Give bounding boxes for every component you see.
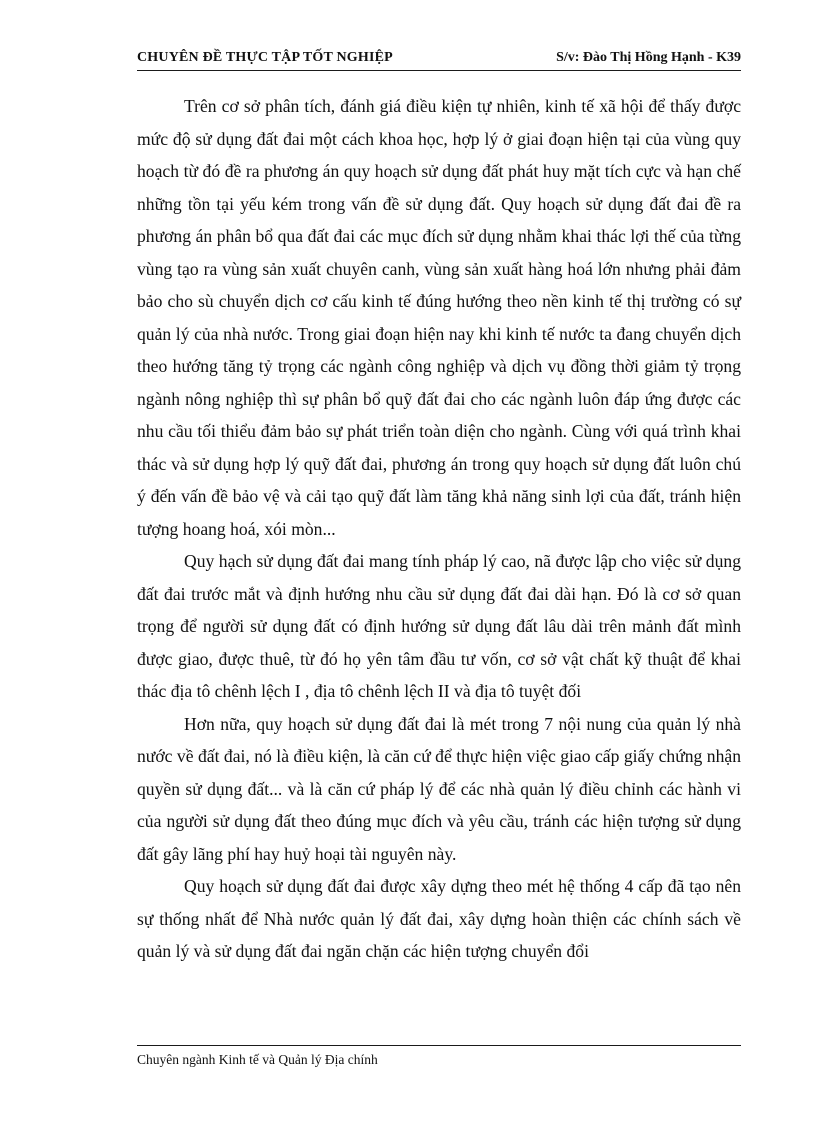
paragraph-3: Hơn nữa, quy hoạch sử dụng đất đai là mét trong 7 nội nung của quản lý nhà nước về đất đai, nó là điều kiện, là căn cứ để thực hiện việc giao cấp giấy chứng nhận quyền sử dụng đất... và là căn cứ pháp lý để các nhà quản lý điều chỉnh các hành vi của người sử dụng đất theo đúng mục đích và yêu cầu, tránh các hiện tượng sử dụng đất gây lãng phí hay huỷ hoại tài nguyên này. <box>137 713 741 864</box>
paragraph-1: Trên cơ sở phân tích, đánh giá điều kiện tự nhiên, kinh tế xã hội để thấy được mức độ sử dụng đất đai một cách khoa học, hợp lý ở giai đoạn hiện tại của vùng quy hoạch từ đó đề ra phương án quy hoạch sử dụng đất phát huy mặt tích cực và hạn chế những tồn tại yếu kém trong vấn đề sử dụng đất. Quy hoạch sử dụng đất đai đề ra phương án phân bổ qua đất đai các mục đích sử dụng nhằm khai thác lợi thế của từng vùng tạo ra vùng sản xuất chuyên canh, vùng sản xuất hàng hoá lớn nhưng phải đảm bảo cho sù chuyển dịch cơ cấu kinh tế đúng hướng theo nền kinh tế thị trường có sự quản lý của nhà nước. Trong giai đoạn hiện nay khi kinh tế nước ta đang chuyển dịch theo hướng tăng tỷ trọng các ngành công nghiệp và dịch vụ đồng thời giảm tỷ trọng ngành nông nghiệp thì sự phân bổ quỹ đất đai cho các ngành luôn đáp ứng được các nhu cầu tối thiểu đảm bảo sự phát triển toàn diện cho ngành. Cùng với quá trình khai thác và sử dụng hợp lý quỹ đất đai, phương án trong quy hoạch sử dụng đất luôn chú ý đến vấn đề bảo vệ và cải tạo quỹ đất làm tăng khả năng sinh lợi của đất, tránh hiện tượng hoang hoá, xói mòn... <box>137 96 741 539</box>
paragraph-4: Quy hoạch sử dụng đất đai được xây dựng theo mét hệ thống 4 cấp đã tạo nên sự thống nhất để Nhà nước quản lý đất đai, xây dựng hoàn thiện các chính sách về quản lý và sử dụng đất đai ngăn chặn các hiện tượng chuyển đổi <box>137 876 741 961</box>
header-title: CHUYÊN ĐỀ THỰC TẬP TỐT NGHIỆP <box>137 50 393 65</box>
page-header <box>137 50 741 71</box>
footer-text: Chuyên ngành Kinh tế và Quản lý Địa chính <box>137 1052 378 1067</box>
paragraph-2: Quy hạch sử dụng đất đai mang tính pháp lý cao, nã được lập cho việc sử dụng đất đai trước mắt và định hướng nhu cầu sử dụng đất đai dài hạn. Đó là cơ sở quan trọng để người sử dụng đất có định hướng sử dụng đất lâu dài trên mảnh đất mình được giao, được thuê, từ đó họ yên tâm đầu tư vốn, cơ sở vật chất kỹ thuật để khai thác địa tô chênh lệch I , địa tô chênh lệch II và địa tô tuyệt đối <box>137 551 741 701</box>
page-footer <box>137 1045 741 1068</box>
header-author: S/v: Đào Thị Hồng Hạnh - K39 <box>556 50 741 65</box>
document-body <box>137 90 741 968</box>
